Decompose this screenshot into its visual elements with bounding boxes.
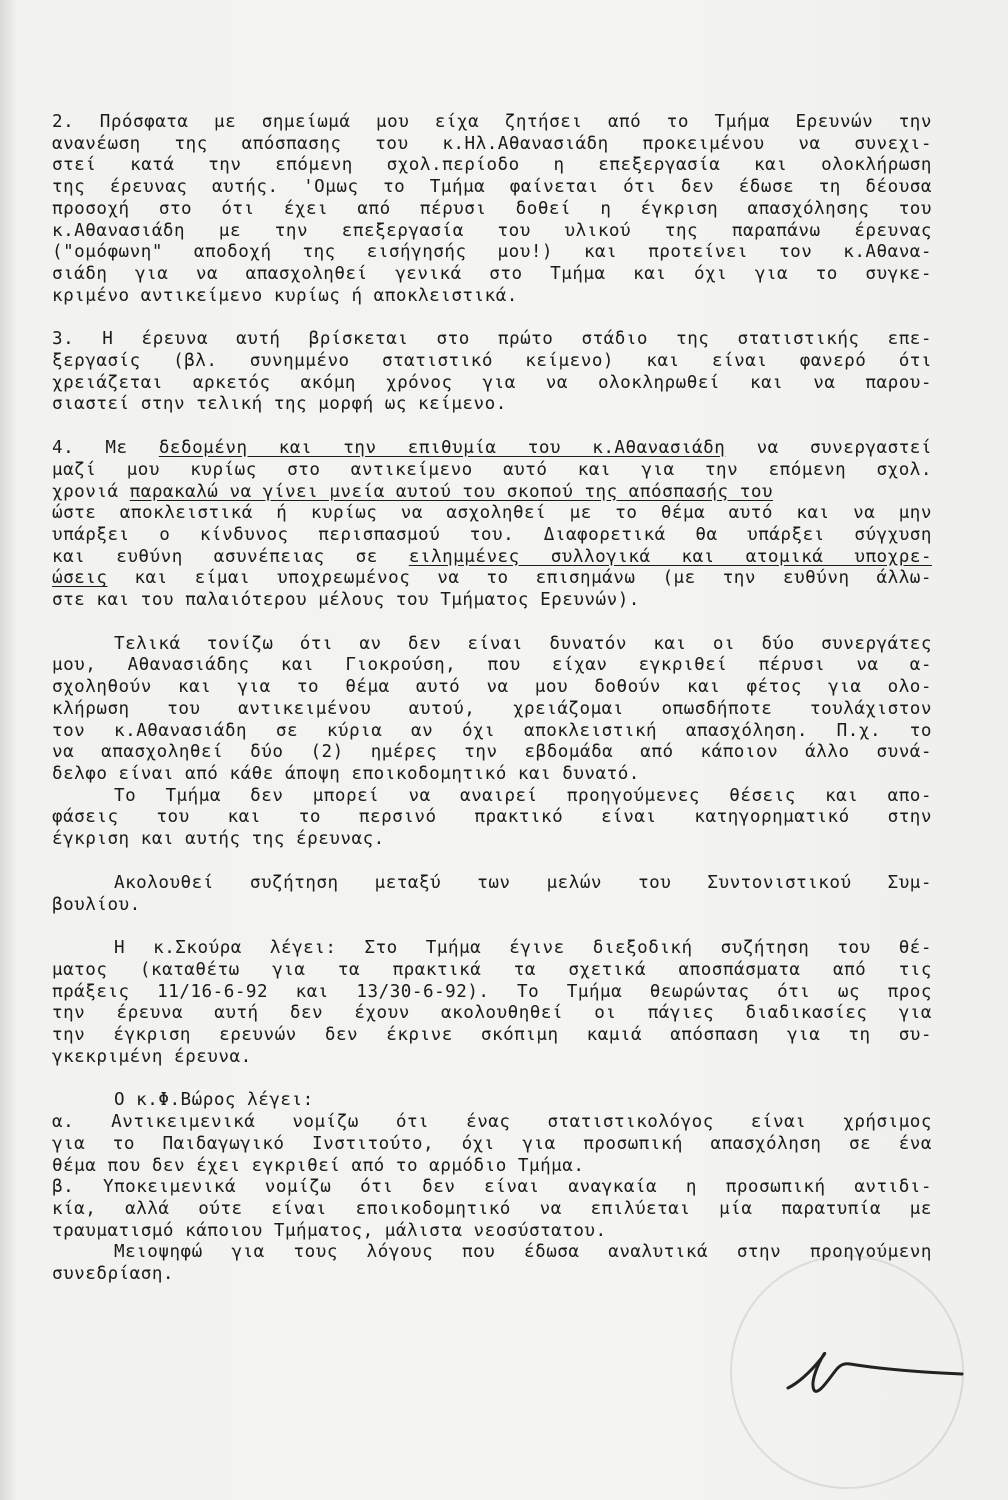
text-line: στεί κατά την επόμενη σχολ.περίοδο η επεξεργασία και ολοκλήρωση: [52, 155, 932, 176]
text-line: τον κ.Αθανασιάδη σε κύρια αν όχι αποκλειστική απασχόληση. Π.χ. το: [52, 720, 932, 741]
text-line: Η κ.Σκούρα λέγει: Στο Τμήμα έγινε διεξοδική συζήτηση του θέ-: [114, 938, 932, 959]
text-line: α. Αντικειμενικά νομίζω ότι ένας στατιστικολόγος είναι χρήσιμος: [52, 1112, 932, 1133]
text-line: χρονιά παρακαλώ να γίνει μνεία αυτού του σκοπού της απόσπασής του: [52, 481, 774, 502]
text-line: βουλίου.: [52, 894, 141, 915]
paragraph-vote: [52, 1242, 932, 1285]
text-line: κριμένο αντικείμενο κυρίως ή αποκλειστικά.: [52, 285, 518, 306]
text-line: σιαστεί στην τελική της μορφή ως κείμενο.: [52, 394, 507, 415]
text-line: 4. Με δεδομένη και την επιθυμία του κ.Αθανασιάδη να συνεργαστεί: [52, 438, 932, 459]
text-line: την έγκριση ερευνών δεν έκρινε σκόπιμη καμιά απόσπαση για τη συ-: [52, 1025, 932, 1046]
text-line: πράξεις 11/16-6-92 και 13/30-6-92). Το Τμήμα θεωρώντας ότι ως προς: [52, 981, 932, 1002]
text-line: θέμα που δεν έχει εγκριθεί από το αρμόδιο Τμήμα.: [52, 1155, 585, 1176]
underlined-text: ώσεις: [52, 568, 108, 589]
text-line: φάσεις του και το περσινό πρακτικό είναι κατηγορηματικό στην: [52, 807, 932, 828]
text-line: και ευθύνη ασυνέπειας σε ειλημμένες συλλογικά και ατομικά υποχρε-: [52, 546, 932, 567]
text-line: σιάδη για να απασχοληθεί γενικά στο Τμήμα και όχι για το συγκε-: [52, 263, 932, 284]
text-line: β. Υποκειμενικά νομίζω ότι δεν είναι αναγκαία η προσωπική αντιδι-: [52, 1177, 932, 1198]
text-line: προσοχή στο ότι έχει από πέρυσι δοθεί η έγκριση απασχόλησης του: [52, 198, 932, 219]
text-line: γκεκριμένη έρευνα.: [52, 1046, 252, 1067]
text-line: υπάρξει ο κίνδυνος περισπασμού του. Διαφορετικά θα υπάρξει σύγχυση: [52, 524, 932, 545]
signature: [780, 1330, 970, 1410]
text-line: χρειάζεται αρκετός ακόμη χρόνος για να ολοκληρωθεί και να παρου-: [52, 372, 932, 393]
text-line: δελφο είναι από κάθε άποψη εποικοδομητικό και δυνατό.: [52, 763, 640, 784]
text-line: ώστε αποκλειστικά ή κυρίως να ασχοληθεί με το θέμα αυτό και να μην: [52, 503, 932, 524]
paragraph-skoura: [52, 938, 932, 1068]
text-line: 3. Η έρευνα αυτή βρίσκεται στο πρώτο στάδιο της στατιστικής επε-: [52, 329, 932, 350]
text-line: Τελικά τονίζω ότι αν δεν είναι δυνατόν και οι δύο συνεργάτες: [114, 633, 932, 654]
text-line: στε και του παλαιότερου μέλους του Τμήματος Ερευνών).: [52, 590, 640, 611]
text-line: μαζί μου κυρίως στο αντικείμενο αυτό και για την επόμενη σχολ.: [52, 459, 932, 480]
paragraph-item-4: [52, 438, 932, 612]
document-body: [52, 112, 932, 1286]
paragraph-item-2: [52, 112, 932, 307]
text-line: για το Παιδαγωγικό Ινστιτούτο, όχι για προσωπική απασχόληση σε ένα: [52, 1133, 932, 1154]
text-line: ώσεις και είμαι υποχρεωμένος να το επισημάνω (με την ευθύνη άλλω-: [52, 568, 932, 589]
text-line: της έρευνας αυτής. 'Ομως το Τμήμα φαίνεται ότι δεν έδωσε τη δέουσα: [52, 177, 932, 198]
text-line: κ.Αθανασιάδη με την επεξεργασία του υλικού της παραπάνω έρευνας: [52, 220, 932, 241]
underlined-text: ειλημμένες συλλογικά και ατομικά υποχρε-: [408, 546, 932, 567]
text-line: κία, αλλά ούτε είναι εποικοδομητικό να επιλύεται μία παρατυπία με: [52, 1198, 932, 1219]
text-line: Το Τμήμα δεν μπορεί να αναιρεί προηγούμενες θέσεις και απο-: [114, 785, 932, 806]
paragraph-voros: [52, 1090, 932, 1242]
underlined-text: δεδομένη και την επιθυμία του κ.Αθανασιάδη: [158, 438, 726, 459]
text-line: Μειοψηφώ για τους λόγους που έδωσα αναλυτικά στην προηγούμενη: [114, 1242, 932, 1263]
text-line: τραυματισμό κάποιου Τμήματος, μάλιστα νεοσύστατου.: [52, 1220, 607, 1241]
paragraph-conclusion: [52, 634, 932, 786]
paragraph-discussion: [52, 873, 932, 916]
text-line: κλήρωση του αντικειμένου αυτού, χρειάζομαι οπωσδήποτε τουλάχιστον: [52, 698, 932, 719]
text-line: ματος (καταθέτω για τα πρακτικά τα σχετικά αποσπάσματα από τις: [52, 959, 932, 980]
text-line: ("ομόφωνη" αποδοχή της εισήγησής μου!) και προτείνει τον κ.Αθανα-: [52, 242, 932, 263]
text-line: ανανέωση της απόσπασης του κ.Ηλ.Αθανασιάδη προκειμένου να συνεχι-: [52, 133, 932, 154]
speaker-heading: Ο κ.Φ.Βώρος λέγει:: [114, 1090, 314, 1111]
text-line: να απασχοληθεί δύο (2) ημέρες την εβδομάδα από κάποιον άλλο συνά-: [52, 742, 932, 763]
text-line: την έρευνα αυτή δεν έχουν ακολουθηθεί οι πάγιες διαδικασίες για: [52, 1003, 932, 1024]
underlined-text: παρακαλώ να γίνει μνεία αυτού του σκοπού της απόσπασής του: [129, 481, 774, 502]
text-line: 2. Πρόσφατα με σημείωμά μου είχα ζητήσει από το Τμήμα Ερευνών την: [52, 112, 932, 132]
text-line: μου, Αθανασιάδης και Γιοκρούση, που είχαν εγκριθεί πέρυσι να α-: [52, 655, 932, 676]
text-line: σχοληθούν και για το θέμα αυτό να μου δοθούν και φέτος για ολο-: [52, 677, 932, 698]
text-line: Ακολουθεί συζήτηση μεταξύ των μελών του Συντονιστικού Συμ-: [114, 872, 932, 893]
text-line: έγκριση και αυτής της έρευνας.: [52, 829, 385, 850]
paragraph-item-3: [52, 329, 932, 416]
text-line: συνεδρίαση.: [52, 1264, 175, 1285]
paragraph-department: [52, 786, 932, 851]
text-line: ξεργασίς (βλ. συνημμένο στατιστικό κείμενο) και είναι φανερό ότι: [52, 351, 932, 372]
